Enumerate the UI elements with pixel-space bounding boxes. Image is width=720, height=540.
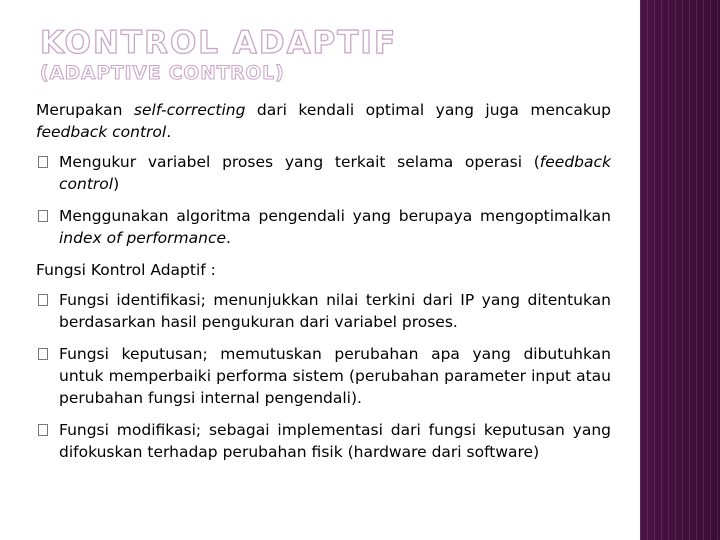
decorative-sidebar <box>640 0 720 540</box>
hollow-square-bullet-icon <box>38 210 48 222</box>
intro-emphasis-feedback-control: feedback control <box>36 123 167 141</box>
list-item <box>36 343 611 409</box>
bullet-text-after: . <box>226 229 231 247</box>
bullet-emphasis: feedback control <box>59 153 611 193</box>
function-text: Fungsi modifikasi; sebagai implementasi dari fungsi keputusan yang difokuskan terhadap perubahan fisik (hardware dari software) <box>59 421 611 461</box>
intro-text-mid: dari kendali optimal yang juga mencakup <box>245 101 611 119</box>
list-item <box>36 151 611 195</box>
bullet-text-after: ) <box>113 175 120 193</box>
bullet-text-before: Menggunakan algoritma pengendali yang berupaya mengoptimalkan <box>59 207 611 225</box>
hollow-square-bullet-icon <box>38 156 48 168</box>
hollow-square-bullet-icon <box>38 294 48 306</box>
slide-content <box>36 99 611 473</box>
function-bullet-list <box>36 289 611 463</box>
intro-bullet-list <box>36 151 611 249</box>
sidebar-texture <box>640 0 720 540</box>
bullet-text-before: Mengukur variabel proses yang terkait selama operasi ( <box>59 153 540 171</box>
intro-emphasis-self-correcting: self-correcting <box>133 101 246 119</box>
slide-subtitle: (ADAPTIVE CONTROL) <box>40 63 285 84</box>
hollow-square-bullet-icon <box>38 424 48 436</box>
intro-paragraph <box>36 99 611 143</box>
slide-title: KONTROL ADAPTIF <box>40 25 398 61</box>
function-text: Fungsi keputusan; memutuskan perubahan apa yang dibutuhkan untuk memperbaiki performa sistem (perubahan parameter input atau perubahan fungsi internal pengendali). <box>59 345 611 407</box>
list-item <box>36 419 611 463</box>
intro-text-after: . <box>166 123 172 141</box>
intro-text-before: Merupakan <box>36 101 134 119</box>
functions-heading: Fungsi Kontrol Adaptif : <box>36 261 216 279</box>
title-block <box>40 26 397 86</box>
list-item <box>36 205 611 249</box>
bullet-emphasis: index of performance <box>59 229 227 247</box>
function-text: Fungsi identifikasi; menunjukkan nilai terkini dari IP yang ditentukan berdasarkan hasil pengukuran dari variabel proses. <box>59 291 611 331</box>
hollow-square-bullet-icon <box>38 348 48 360</box>
list-item <box>36 289 611 333</box>
